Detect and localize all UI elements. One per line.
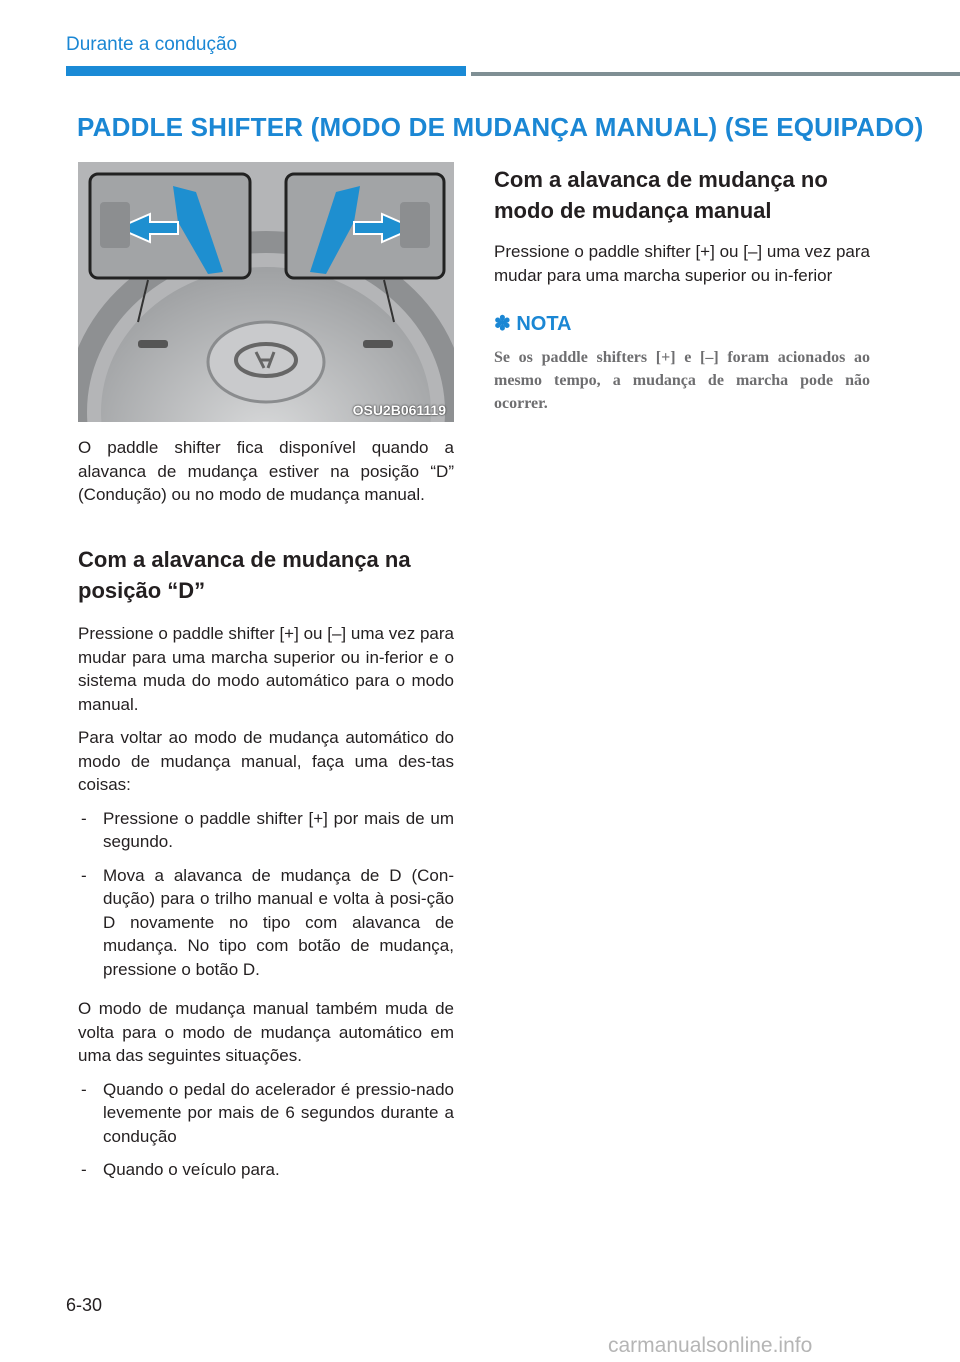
list-item: - Quando o veículo para. [78,1158,454,1182]
page-number: 6-30 [66,1295,103,1315]
note-text: Se os paddle shifters [+] e [–] foram acionados ao mesmo tempo, a mudança de marcha pode não ocorrer. [494,349,870,412]
heading-position-d: Com a alavanca de mudança na posição “D” [78,547,411,603]
list-item: - Quando o pedal do acelerador é pressio-nado levemente por mais de 6 segundos durante a condução [81,1079,454,1146]
list-item: - Mova a alavanca de mudança de D (Con-dução) para o trilho manual e volta à posi-ção D novamente no tipo com alavanca de mudança. No tipo com botão de mudança, pressione o botão D. [81,865,454,979]
left-section-d [78,544,454,1192]
note-star-icon: ✽ [494,313,511,335]
heading-manual-mode: Com a alavanca de mudança no modo de mudança manual [494,167,828,223]
right-section-manual [494,164,870,415]
section-header: Durante a condução [66,34,238,55]
steering-wheel-paddle-shifter-icon [78,162,454,422]
header-rule-gray [471,72,960,76]
figure-code: OSU2B061119 [352,402,446,418]
list-situations [78,1078,454,1182]
list-item: - Pressione o paddle shifter [+] por mais de um segundo. [81,808,454,851]
note-box [494,311,870,415]
left-intro-block [78,436,454,507]
figure [78,162,454,422]
header-rule-blue [66,66,466,76]
note-heading: ✽ NOTA [494,313,572,335]
intro-paragraph: O paddle shifter fica disponível quando a alavanca de mudança estiver na posição “D” (Condução) ou no modo de mudança manual. [78,438,454,504]
dash-bullet: - [81,808,87,828]
paragraph-d-1: Pressione o paddle shifter [+] ou [–] uma vez para mudar para uma marcha superior ou in-ferior e o sistema muda do modo automático para o modo manual. [78,624,454,714]
page-title: PADDLE SHIFTER (MODO DE MUDANÇA MANUAL) (SE EQUIPADO) [77,112,924,142]
paragraph-d-2: Para voltar ao modo de mudança automático do modo de mudança manual, faça uma des-tas coisas: [78,728,454,794]
dash-bullet: - [81,1079,87,1099]
dash-bullet: - [81,865,87,885]
list-return-automatic [78,807,454,982]
watermark: carmanualsonline.info [608,1334,813,1357]
paragraph-d-3: O modo de mudança manual também muda de volta para o modo de mudança automático em uma das seguintes situações. [78,999,454,1065]
dash-bullet: - [81,1160,87,1179]
paragraph-manual: Pressione o paddle shifter [+] ou [–] uma vez para mudar para uma marcha superior ou in-ferior [494,242,870,285]
